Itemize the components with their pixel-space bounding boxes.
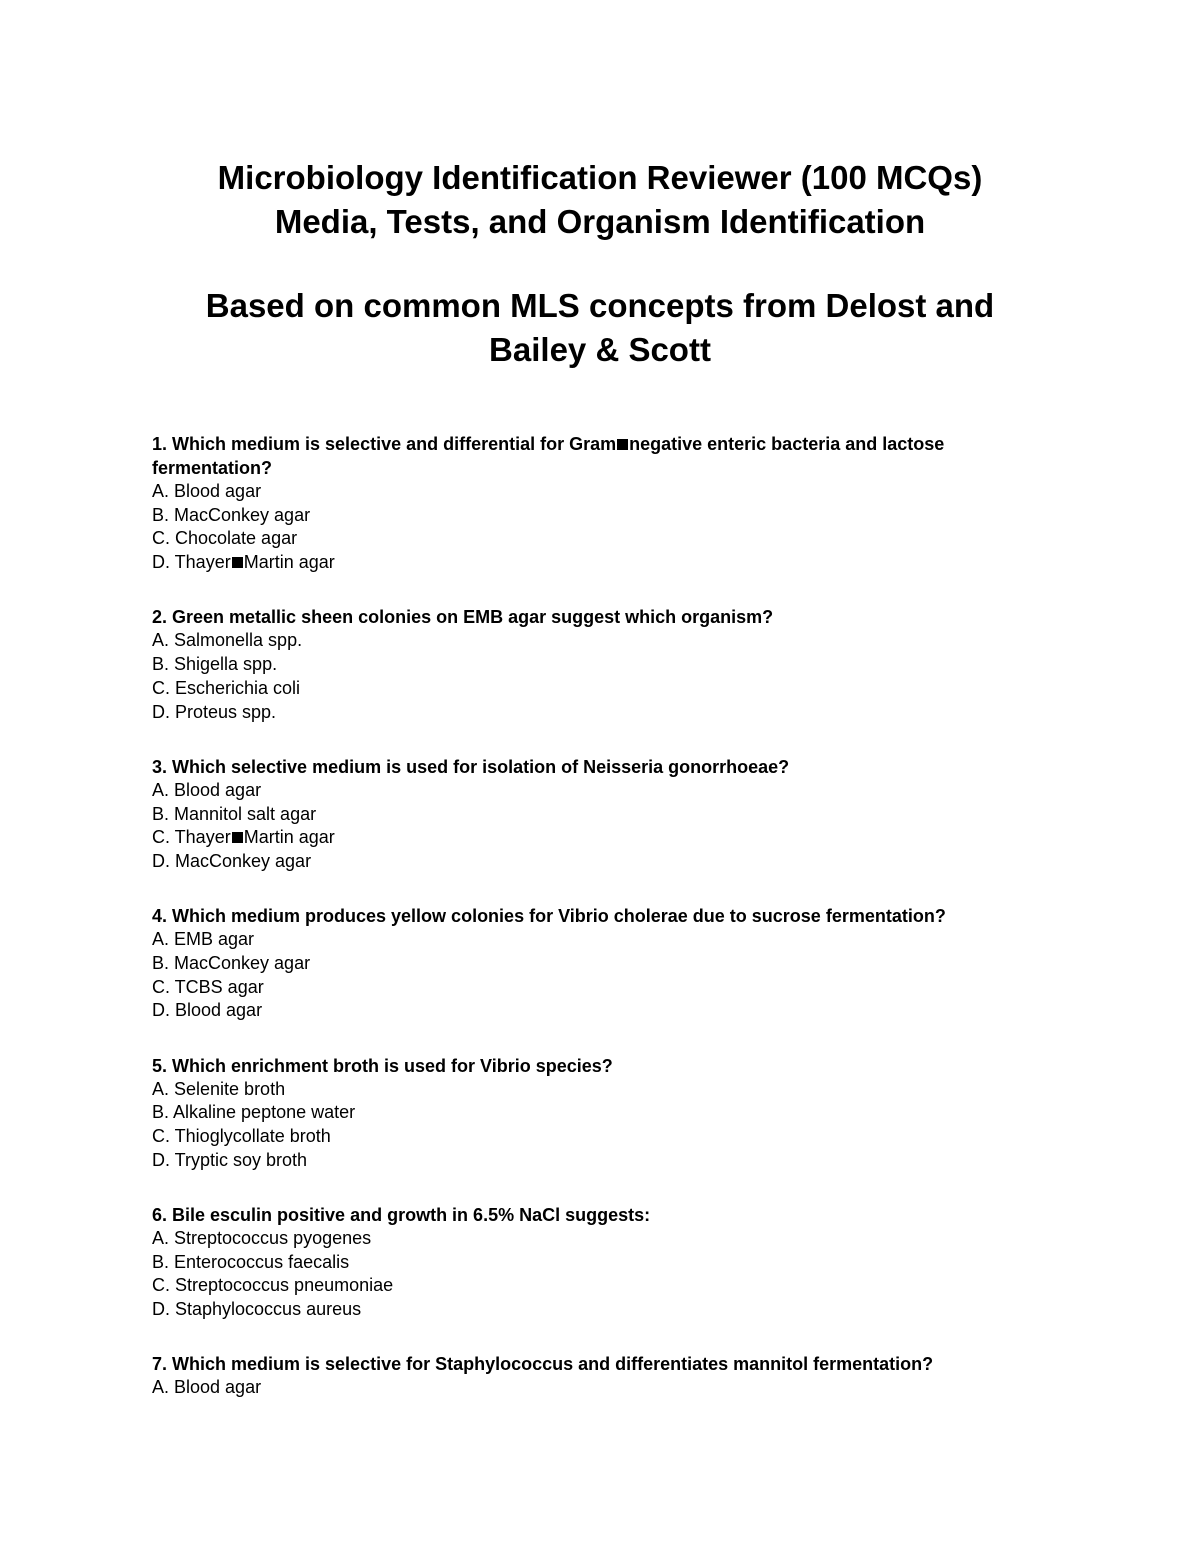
question-4: [152, 904, 1052, 1023]
question-list: [152, 432, 1052, 1431]
option-a: A. Salmonella spp.: [152, 630, 303, 651]
question-6: [152, 1203, 1052, 1322]
question-7: [152, 1352, 1052, 1400]
option-d: D. Staphylococcus aureus: [152, 1299, 362, 1320]
option-a: A. Selenite broth: [152, 1078, 286, 1099]
question-1: [152, 432, 1052, 575]
question-text: 3. Which selective medium is used for isolation of Neisseria gonorrhoeae?: [152, 756, 790, 777]
question-5: [152, 1054, 1052, 1173]
square-glyph-icon: [232, 557, 243, 568]
option-d: D. Tryptic soy broth: [152, 1149, 308, 1170]
subtitle-line-1: Based on common MLS concepts from Delost and: [205, 287, 995, 324]
option-b: B. MacConkey agar: [152, 504, 311, 525]
option-d: D. Thayer Martin agar: [152, 552, 335, 573]
option-b: B. Mannitol salt agar: [152, 803, 317, 824]
option-c: C. TCBS agar: [152, 976, 264, 997]
question-text: 6. Bile esculin positive and growth in 6.5% NaCl suggests:: [152, 1205, 651, 1226]
option-d: D. MacConkey agar: [152, 850, 312, 871]
option-b: B. MacConkey agar: [152, 952, 311, 973]
option-b: B. Enterococcus faecalis: [152, 1251, 350, 1272]
square-glyph-icon: [232, 832, 243, 843]
question-text: 7. Which medium is selective for Staphylococcus and differentiates mannitol fermentation?: [152, 1354, 934, 1375]
option-a: A. Streptococcus pyogenes: [152, 1228, 372, 1249]
document-title: [0, 156, 1200, 244]
question-text: 1. Which medium is selective and differential for Gram negative enteric bacteria and lactose fermentation?: [152, 434, 945, 478]
question-3: [152, 755, 1052, 874]
option-d: D. Blood agar: [152, 1000, 263, 1021]
option-c: C. Streptococcus pneumoniae: [152, 1275, 394, 1296]
document-subtitle: [0, 284, 1200, 372]
subtitle-line-2: Bailey & Scott: [489, 331, 711, 368]
question-2: [152, 605, 1052, 724]
option-a: A. Blood agar: [152, 1377, 262, 1398]
option-d: D. Proteus spp.: [152, 701, 277, 722]
option-c: C. Thayer Martin agar: [152, 827, 335, 848]
square-glyph-icon: [617, 439, 628, 450]
option-c: C. Thioglycollate broth: [152, 1126, 331, 1147]
title-line-2: Media, Tests, and Organism Identification: [274, 203, 926, 240]
title-line-1: Microbiology Identification Reviewer (100 MCQs): [217, 159, 983, 196]
option-b: B. Shigella spp.: [152, 654, 278, 675]
option-a: A. EMB agar: [152, 929, 255, 950]
question-text: 2. Green metallic sheen colonies on EMB agar suggest which organism?: [152, 607, 774, 628]
option-a: A. Blood agar: [152, 779, 262, 800]
option-c: C. Chocolate agar: [152, 528, 298, 549]
question-text: 5. Which enrichment broth is used for Vibrio species?: [152, 1055, 613, 1076]
option-c: C. Escherichia coli: [152, 677, 301, 698]
option-a: A. Blood agar: [152, 481, 262, 501]
option-b: B. Alkaline peptone water: [152, 1102, 356, 1123]
question-text: 4. Which medium produces yellow colonies for Vibrio cholerae due to sucrose fermentation?: [152, 906, 946, 927]
